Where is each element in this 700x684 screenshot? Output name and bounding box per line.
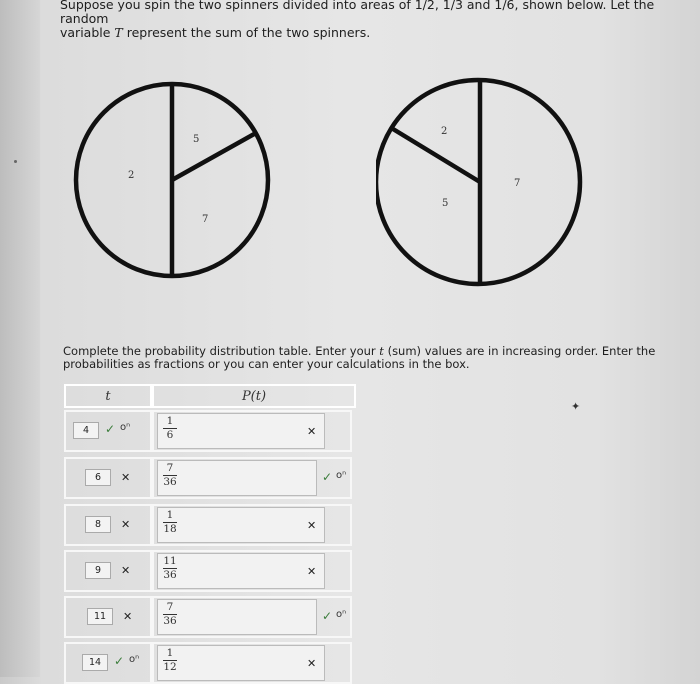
spinner-right-label-5: 5 <box>442 198 449 209</box>
answer-key-icon[interactable]: oⁿ <box>120 422 131 433</box>
t-input[interactable]: 6 <box>85 469 111 486</box>
cross-icon: ✕ <box>307 565 317 578</box>
instructions-line-1: Complete the probability distribution table. Enter your t (sum) values are in increasing order. Enter the <box>63 344 656 358</box>
answer-key-icon[interactable]: oⁿ <box>336 609 347 620</box>
probability-input[interactable] <box>157 553 325 589</box>
fraction-denominator: 12 <box>163 661 177 673</box>
answer-key-icon[interactable]: oⁿ <box>336 470 347 481</box>
cross-icon: ✕ <box>307 657 317 670</box>
cursor-icon: ✦ <box>571 400 581 413</box>
fraction-numerator: 1 <box>166 647 174 659</box>
probability-fraction <box>163 602 177 627</box>
spinner-left-label-5: 5 <box>193 134 200 145</box>
answer-key-icon[interactable]: oⁿ <box>129 654 140 665</box>
question-text <box>60 0 680 40</box>
probability-fraction <box>163 510 177 535</box>
fraction-denominator: 36 <box>163 569 177 581</box>
probability-input[interactable] <box>157 460 317 496</box>
probability-input[interactable] <box>157 599 317 635</box>
spinner-left-label-2: 2 <box>128 170 135 181</box>
t-input[interactable]: 8 <box>85 516 111 533</box>
instructions-line-2: probabilities as fractions or you can enter your calculations in the box. <box>63 357 470 371</box>
cross-icon: ✕ <box>307 519 317 532</box>
probability-fraction <box>163 416 177 441</box>
header-pt: P(t) <box>152 384 356 408</box>
spinner-left <box>68 78 278 288</box>
t-input[interactable]: 11 <box>87 608 113 625</box>
check-icon: ✓ <box>322 609 333 623</box>
t-input[interactable]: 9 <box>85 562 111 579</box>
fraction-denominator: 36 <box>163 615 177 627</box>
probability-input[interactable] <box>157 507 325 543</box>
instructions-text <box>63 345 663 371</box>
cross-icon: ✕ <box>121 564 131 577</box>
cross-icon: ✕ <box>121 518 131 531</box>
margin-dot <box>14 160 17 163</box>
fraction-numerator: 7 <box>166 601 174 613</box>
probability-fraction <box>163 556 177 581</box>
fraction-numerator: 1 <box>166 509 174 521</box>
fraction-denominator: 18 <box>163 523 177 535</box>
spinner-right-label-2: 2 <box>441 126 448 137</box>
probability-fraction <box>163 648 177 673</box>
t-input[interactable]: 4 <box>73 422 99 439</box>
header-t: t <box>64 384 152 408</box>
fraction-numerator: 11 <box>163 555 177 567</box>
question-line-2: variable T represent the sum of the two spinners. <box>60 25 371 40</box>
check-icon: ✓ <box>322 470 333 484</box>
fraction-denominator: 36 <box>163 476 177 488</box>
cross-icon: ✕ <box>123 610 133 623</box>
check-icon: ✓ <box>105 422 116 436</box>
probability-input[interactable] <box>157 413 325 449</box>
question-line-1: Suppose you spin the two spinners divided into areas of 1/2, 1/3 and 1/6, shown below. Let the random <box>60 0 655 26</box>
left-margin <box>0 0 40 677</box>
probability-input[interactable] <box>157 645 325 681</box>
cross-icon: ✕ <box>307 425 317 438</box>
spinner-right <box>376 72 586 290</box>
probability-fraction <box>163 463 177 488</box>
spinner-right-label-7: 7 <box>514 178 521 189</box>
fraction-denominator: 6 <box>166 429 174 441</box>
fraction-numerator: 1 <box>166 415 174 427</box>
cross-icon: ✕ <box>121 471 131 484</box>
spinner-left-label-7: 7 <box>202 214 209 225</box>
fraction-numerator: 7 <box>166 462 174 474</box>
t-input[interactable]: 14 <box>82 654 108 671</box>
check-icon: ✓ <box>114 654 125 668</box>
